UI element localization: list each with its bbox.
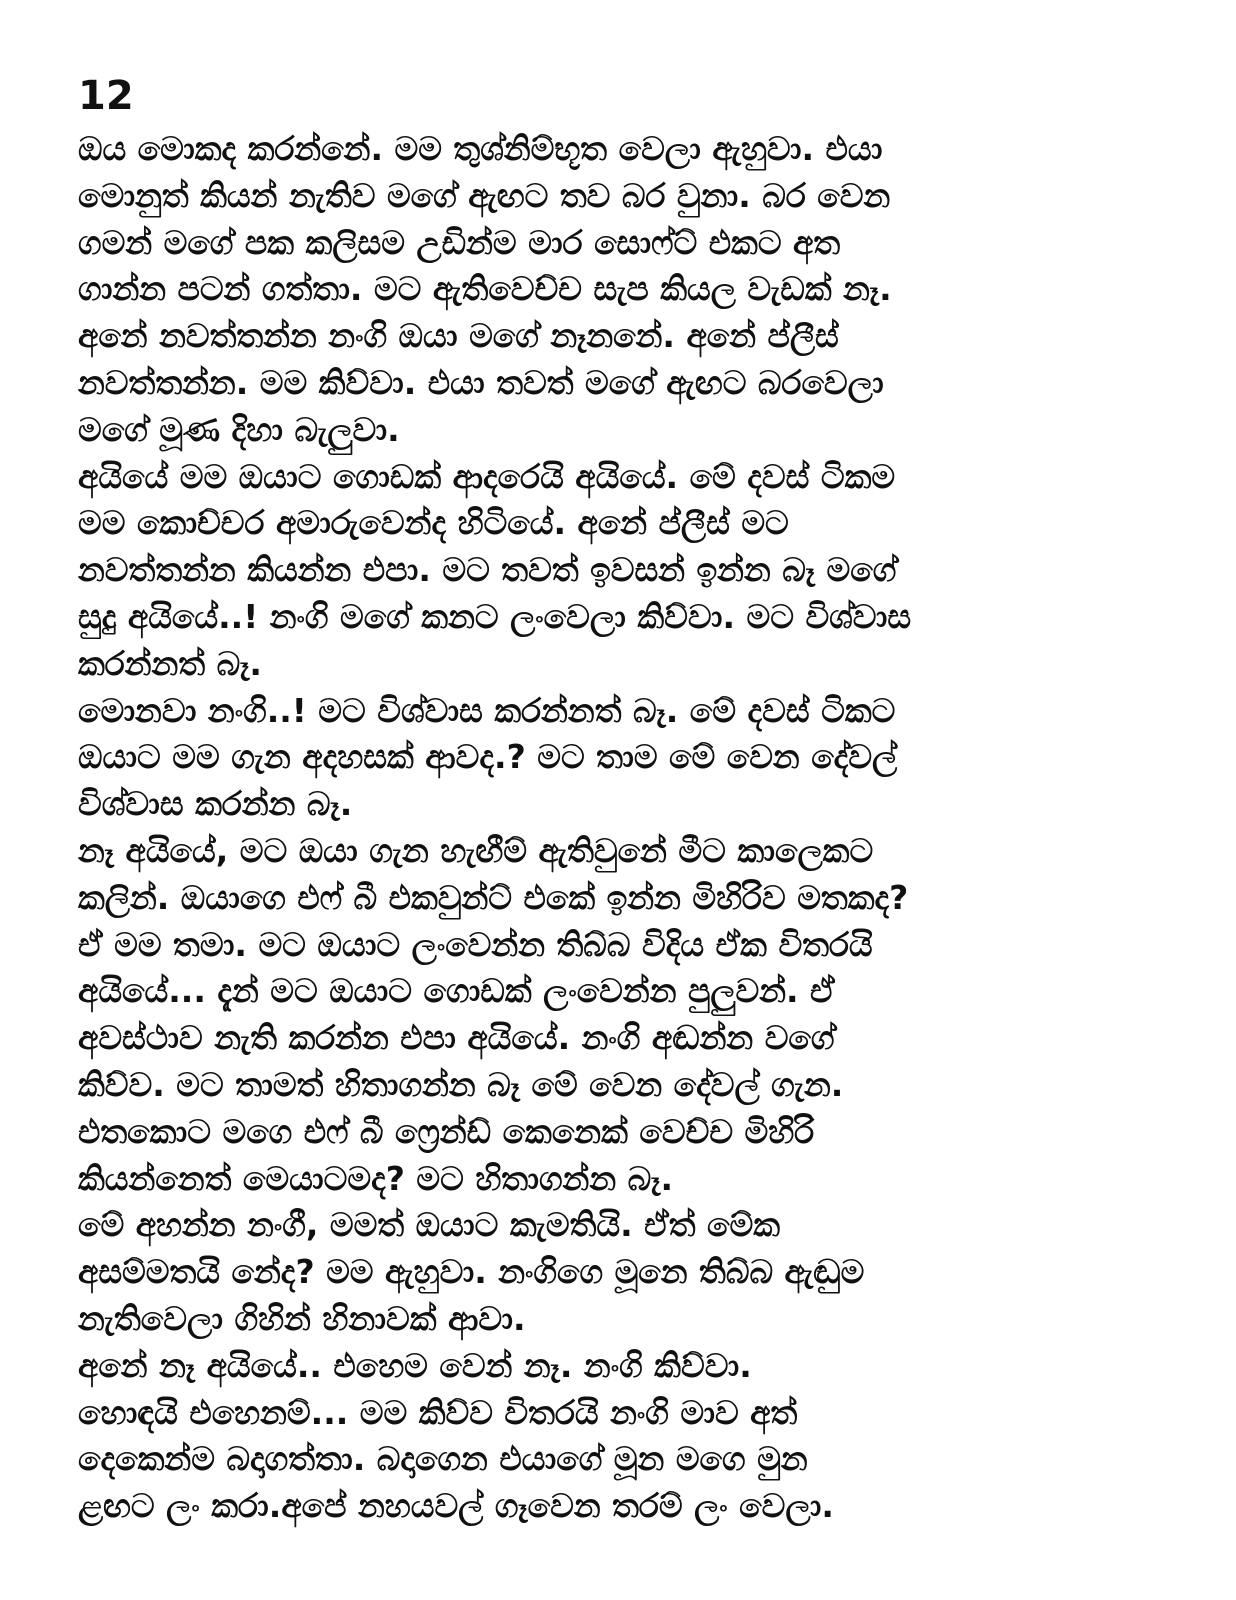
text-line: එතකොට මගෙ එෆ් බී ෆ්‍රෙන්ඩ් කෙනෙක් වෙච්ච මිහිරි bbox=[78, 1111, 815, 1151]
text-line: කලින්. ඔයාගෙ එෆ් බී එකවුන්ට් එකේ ඉන්න මිහිරිව මතකද? bbox=[78, 877, 909, 917]
text-line: කිව්ව. මට තාමත් හිතාගන්න බෑ මේ වෙන දේවල් ගැන. bbox=[78, 1064, 844, 1104]
text-line: ඔයාට මම ගැන අදහසක් ආවද.? මට තාම මේ වෙන දේවල් bbox=[78, 737, 898, 777]
text-line: සුදු අයියේ..! නංගි මගේ කනට ලංවෙලා කිව්වා. මට විශ්වාස bbox=[78, 596, 912, 636]
text-line: අනේ නෑ අයියේ.. එහෙම වෙන් නෑ. නංගි කිව්වා. bbox=[78, 1345, 752, 1385]
document-page bbox=[78, 72, 1158, 1572]
text-line: මම කොච්චර අමාරුවෙන්ද හිටියේ. අනේ ප්ලීස් මට bbox=[78, 503, 789, 543]
text-line: අනේ නවත්තන්න නංගි ඔයා මගේ නෑනනේ. අනේ ප්ලීස් bbox=[78, 316, 839, 356]
text-line: ගමන් මගේ පක කලිසම උඩින්ම මාර සොෆ්ට් එකට අත bbox=[78, 222, 841, 262]
text-line: මොනුත් කියන් නැතිව මගේ ඇඟට තව බර වුනා. බර වෙන bbox=[78, 175, 891, 215]
text-line: නවත්තන්න කියන්න එපා. මට තවත් ඉවසන් ඉන්න බෑ මගේ bbox=[78, 550, 897, 590]
text-line: කියන්නෙත් මෙයාටමද? මට හිතාගන්න බෑ. bbox=[78, 1158, 673, 1198]
text-line: ළඟට ලං කරා.අපේ නහයවල් ගෑවෙන තරම් ලං වෙලා. bbox=[78, 1486, 834, 1526]
text-line: නවත්තන්න. මම කිව්වා. එයා තවත් මගේ ඇඟට බරවෙලා bbox=[78, 362, 884, 402]
body-text bbox=[78, 126, 1158, 1530]
text-line: කරන්නත් බෑ. bbox=[78, 643, 262, 683]
text-line: මගේ මූණ දිහා බැලුවා. bbox=[78, 409, 400, 449]
text-line: මොනවා නංගි..! මට විශ්වාස කරන්නත් බෑ. මේ දවස් ටිකට bbox=[78, 690, 896, 730]
text-line: මේ අහන්න නංගී, මමත් ඔයාට කැමතියි. ඒත් මේක bbox=[78, 1205, 781, 1245]
text-line: අයියේ... දැන් මට ඔයාට ගොඩක් ලංවෙන්න පුලුවන්. ඒ bbox=[78, 971, 835, 1011]
text-line: අයියේ මම ඔයාට ගොඩක් ආදරෙයි අයියේ. මේ දවස් ටිකම bbox=[78, 456, 896, 496]
text-line: නෑ අයියේ, මට ඔයා ගැන හැඟීම් ඇතිවුනේ මීට කාලෙකට bbox=[78, 830, 874, 870]
text-line: හොඳයි එහෙනම්... මම කිව්ව විතරයි නංගි මාව අත් bbox=[78, 1392, 798, 1432]
page-number: 12 bbox=[78, 73, 134, 119]
text-line: විශ්වාස කරන්න බෑ. bbox=[78, 784, 353, 824]
text-line: ගාන්න පටන් ගත්තා. මට ඇතිවෙච්ච සැප කියල වැඩක් නෑ. bbox=[78, 269, 892, 309]
text-line: දෙකෙන්ම බදාගත්තා. බදාගෙන එයාගේ මූන මගෙ මුන bbox=[78, 1439, 808, 1479]
text-line: අවස්ථාව නැති කරන්න එපා අයියේ. නංගි අඬන්න වගේ bbox=[78, 1018, 835, 1058]
text-line: නැතිවෙලා ගිහින් හිනාවක් ආවා. bbox=[78, 1298, 526, 1338]
text-line: ඔය මොකද කරන්නේ. මම තුශ්නිම්භූත වෙලා ඇහුවා. එයා bbox=[78, 129, 883, 168]
text-line: ඒ මම තමා. මට ඔයාට ලංවෙන්න තිබ්බ විදිය ඒක විතරයි bbox=[78, 924, 873, 964]
text-line: අසම්මතයි නේද? මම ඇහුවා. නංගිගෙ මූනෙ තිබ්බ ඇඬුම bbox=[78, 1252, 865, 1292]
